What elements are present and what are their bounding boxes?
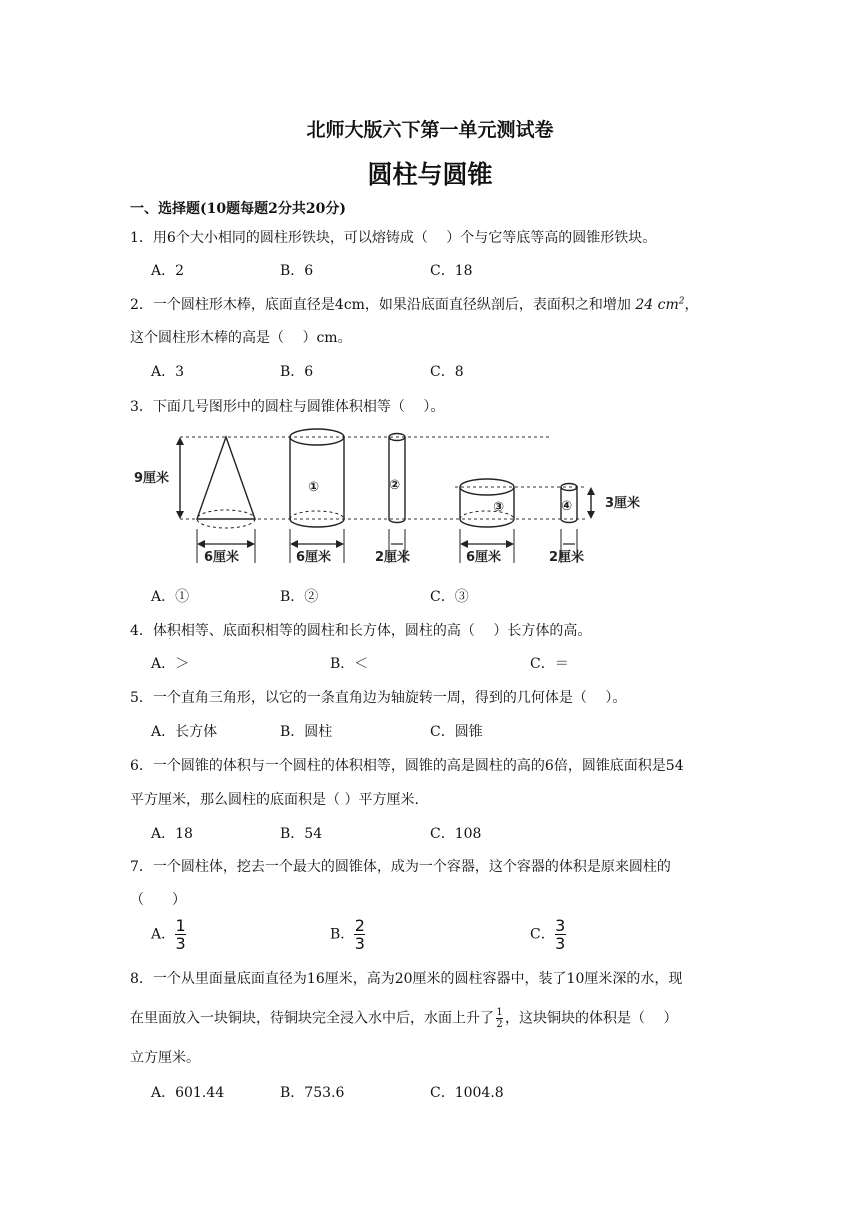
- question-1: 1．用6个大小相同的圆柱形铁块，可以熔铸成（ ）个与它等底等高的圆锥形铁块。: [130, 230, 657, 246]
- q6-option-c: C．108: [430, 826, 482, 842]
- q6-option-a: A．18: [151, 826, 193, 842]
- q1-option-a: A．2: [151, 263, 185, 279]
- q7-option-b-fraction: $\frac{2}{3}$: [354, 916, 365, 953]
- section-heading: 一、选择题(10题每题2分共20分): [130, 201, 346, 217]
- page-title: 北师大版六下第一单元测试卷: [306, 119, 554, 141]
- q7-option-c: C． $\frac{3}{3}$: [530, 916, 566, 953]
- q3-option-a: A．①: [151, 589, 190, 605]
- question-8-line-3: 立方厘米。: [130, 1050, 200, 1066]
- question-5: 5．一个直角三角形，以它的一条直角边为轴旋转一周，得到的几何体是（ ）。: [130, 690, 627, 706]
- q7-option-a: A． $\frac{1}{3}$: [151, 916, 186, 953]
- q2-option-a: A．3: [151, 364, 185, 380]
- q5-option-a: A．长方体: [151, 724, 218, 740]
- q5-option-b: B．圆柱: [280, 724, 333, 740]
- q7-option-c-fraction: $\frac{3}{3}$: [555, 916, 566, 953]
- question-7-line-1: 7．一个圆柱体，挖去一个最大的圆锥体，成为一个容器，这个容器的体积是原来圆柱的: [130, 859, 671, 875]
- height-label: 9厘米: [134, 471, 170, 486]
- cylinder-2-width-label: 2厘米: [375, 550, 411, 565]
- cone-outline: [197, 437, 255, 519]
- q2-text: 2．一个圆柱形木棒，底面直径是4cm，如果沿底面直径纵剖后，表面积之和增加: [130, 297, 631, 313]
- question-7-line-2: （ ）: [130, 892, 186, 908]
- q3-option-b: B．②: [280, 589, 319, 605]
- cone-width-arrow-left: [197, 540, 205, 548]
- question-8-line-1: 8．一个从里面量底面直径为16厘米，高为20厘米的圆柱容器中，装了10厘米深的水，现: [130, 971, 683, 987]
- q7-option-b: B． $\frac{2}{3}$: [330, 916, 365, 953]
- small-height-arrow-top: [587, 487, 595, 495]
- q1-option-b: B．6: [280, 263, 314, 279]
- cone-width-arrow-right: [247, 540, 255, 548]
- q8-option-c: C．1004.8: [430, 1085, 504, 1101]
- q5-option-c: C．圆锥: [430, 724, 483, 740]
- question-6-line-1: 6．一个圆锥的体积与一个圆柱的体积相等，圆锥的高是圆柱的高的6倍，圆锥底面积是54: [130, 758, 684, 774]
- q1-option-c: C．18: [430, 263, 473, 279]
- cylinder-3-bottom-front: [460, 519, 514, 527]
- q2-option-b: B．6: [280, 364, 314, 380]
- q4-option-a: A．＞: [151, 656, 190, 672]
- q4-option-b: B．＜: [330, 656, 369, 672]
- q3-option-c: C．③: [430, 589, 469, 605]
- mark-4: ④: [561, 499, 573, 514]
- question-6-line-2: 平方厘米，那么圆柱的底面积是（ ）平方厘米.: [130, 792, 419, 808]
- small-height-label: 3厘米: [605, 496, 641, 511]
- cylinder-4-bottom: [561, 519, 577, 523]
- question-3: 3．下面几号图形中的圆柱与圆锥体积相等（ ）。: [130, 399, 445, 415]
- cylinder-cone-figure: [125, 425, 665, 575]
- cylinder-3-bottom-back: [460, 511, 514, 519]
- question-2-line-1: 2．一个圆柱形木棒，底面直径是4cm，如果沿底面直径纵剖后，表面积之和增加 24 $cm^2$，: [130, 296, 699, 313]
- height-arrow-top: [176, 437, 184, 445]
- c1-arrow-right: [336, 540, 344, 548]
- question-4: 4．体积相等、底面积相等的圆柱和长方体，圆柱的高（ ）长方体的高。: [130, 623, 592, 639]
- cone-width-label: 6厘米: [204, 550, 240, 565]
- question-8-line-2: 在里面放入一块铜块，待铜块完全浸入水中后，水面上升了 $\frac{1}{2}$ ，这块铜块的体积是（ ）: [130, 1007, 678, 1030]
- q7-option-a-fraction: $\frac{1}{3}$: [175, 916, 186, 953]
- cylinder-1-bottom-front: [290, 519, 344, 527]
- cylinder-1-top: [290, 429, 344, 445]
- q2-option-c: C．8: [430, 364, 464, 380]
- c3-arrow-left: [460, 540, 468, 548]
- small-height-arrow-bottom: [587, 511, 595, 519]
- mark-1: ①: [308, 480, 320, 495]
- q2-area-value: 24 $cm^2$: [635, 296, 685, 313]
- page-subtitle: 圆柱与圆锥: [367, 160, 493, 189]
- cylinder-2-bottom: [389, 519, 405, 523]
- question-2-line-2: 这个圆柱形木棒的高是（ ）cm。: [130, 330, 352, 346]
- mark-3: ③: [493, 500, 505, 515]
- c1-arrow-left: [290, 540, 298, 548]
- mark-2: ②: [389, 478, 401, 493]
- q8-option-a: A．601.44: [151, 1085, 225, 1101]
- q8-option-b: B．753.6: [280, 1085, 345, 1101]
- cylinder-1-width-label: 6厘米: [296, 550, 332, 565]
- cylinder-1-bottom-back: [290, 511, 344, 519]
- cylinder-3-width-label: 6厘米: [466, 550, 502, 565]
- c3-arrow-right: [506, 540, 514, 548]
- q4-option-c: C．＝: [530, 656, 569, 672]
- q6-option-b: B．54: [280, 826, 323, 842]
- height-arrow-bottom: [176, 511, 184, 519]
- cylinder-4-width-label: 2厘米: [549, 550, 585, 565]
- q8-fraction: $\frac{1}{2}$: [496, 1007, 503, 1030]
